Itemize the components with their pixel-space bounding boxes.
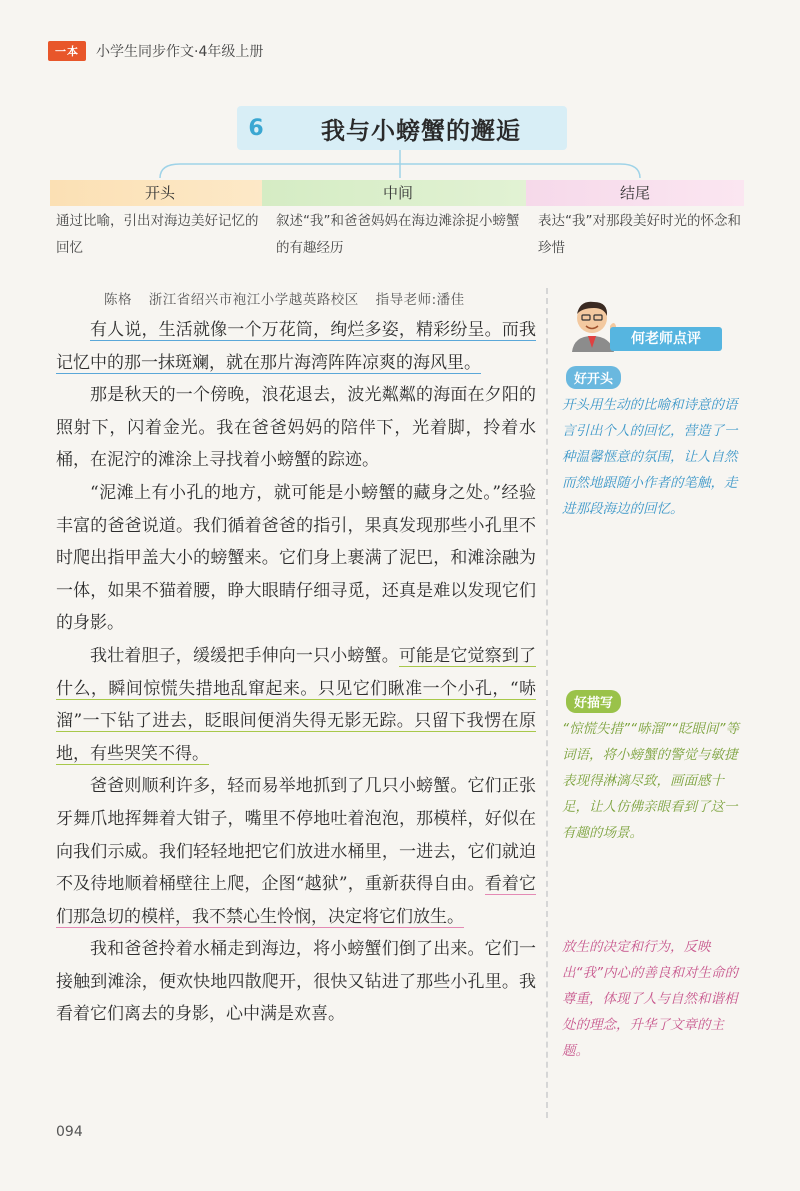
paragraph-4-text: 我壮着胆子，缓缓把手伸向一只小螃蟹。	[90, 645, 399, 666]
sidebar-title: 何老师点评	[610, 327, 722, 351]
article-number: 6	[248, 115, 264, 141]
structure-desc-middle: 叙述“我”和爸爸妈妈在海边滩涂捉小螃蟹的有趣经历	[276, 213, 520, 256]
paragraph-4	[56, 640, 536, 770]
highlight-opening: 有人说，生活就像一个万花筒，绚烂多姿，精彩纷呈。而我记忆中的那一抹斑斓，就在那片海湾阵阵凉爽的海风里。	[56, 320, 536, 373]
article-title-box	[237, 106, 567, 150]
highlight-release: 看着它们那急切的模样，我不禁心生怜悯，决定将它们放生。	[56, 874, 536, 927]
structure-tree-lines	[0, 150, 800, 184]
teacher-name: 指导老师:潘佳	[375, 292, 465, 308]
structure-label-middle: 中间	[262, 180, 534, 206]
author-name: 陈格	[104, 292, 132, 308]
school-name: 浙江省绍兴市袍江小学越英路校区	[148, 292, 359, 308]
paragraph-6: 我和爸爸拎着水桶走到海边，将小螃蟹们倒了出来。它们一接触到滩涂，便欢快地四散爬开，很快又钻进了那些小孔里。我看着它们离去的身影，心中满是欢喜。	[56, 939, 536, 1025]
comment-description: “惊慌失措”“哧溜”“眨眼间”等词语，将小螃蟹的警觉与敏捷表现得淋漓尽致，画面感十足，让人仿佛亲眼看到了这一有趣的场景。	[562, 721, 739, 841]
byline	[104, 288, 477, 308]
structure-desc-ending: 表达“我”对那段美好时光的怀念和珍惜	[538, 213, 741, 256]
paragraph-5-text: 爸爸则顺利许多，轻而易举地抓到了几只小螃蟹。它们正张牙舞爪地挥舞着大钳子，嘴里不停地吐着泡泡，那模样，好似在向我们示威。我们轻轻地把它们放进水桶里，一进去，它们就迫不及待地顺着桶壁往上爬，企图“越狱”，重新获得自由。	[56, 776, 536, 895]
paragraph-5	[56, 770, 536, 933]
paragraph-3: “泥滩上有小孔的地方，就可能是小螃蟹的藏身之处。”经验丰富的爸爸说道。我们循着爸爸的指引，果真发现那些小孔里不时爬出指甲盖大小的螃蟹来。它们身上裹满了泥巴，和滩涂融为一体，如果不猫着腰，睁大眼睛仔细寻觅，还真是难以发现它们的身影。	[56, 482, 536, 634]
structure-label-opening: 开头	[50, 180, 270, 206]
sidebar-divider	[546, 288, 548, 1118]
structure-label-ending: 结尾	[526, 180, 744, 206]
tag-good-opening: 好开头	[566, 366, 621, 389]
comment-theme: 放生的决定和行为，反映出“我”内心的善良和对生命的尊重，体现了人与自然和谐相处的理念，升华了文章的主题。	[562, 939, 738, 1059]
highlight-description: 可能是它觉察到了什么，瞬间惊慌失措地乱窜起来。只见它们瞅准一个小孔，“哧溜”一下钻了进去，眨眼间便消失得无影无踪。只留下我愣在原地，有些哭笑不得。	[56, 645, 537, 764]
paragraph-2: 那是秋天的一个傍晚，浪花退去，波光粼粼的海面在夕阳的照射下，闪着金光。我在爸爸妈妈的陪伴下，光着脚，拎着水桶，在泥泞的滩涂上寻找着小螃蟹的踪迹。	[56, 385, 536, 471]
article-body	[56, 314, 536, 1031]
comment-opening: 开头用生动的比喻和诗意的语言引出个人的回忆，营造了一种温馨惬意的氛围，让人自然而然地跟随小作者的笔触，走进那段海边的回忆。	[562, 397, 738, 517]
tag-good-description: 好描写	[566, 690, 621, 713]
structure-desc-opening: 通过比喻，引出对海边美好记忆的回忆	[56, 213, 259, 256]
running-header	[48, 40, 263, 62]
paragraph-1	[56, 314, 536, 379]
article-title: 我与小螃蟹的邂逅	[321, 115, 521, 145]
publisher-logo: 一本	[48, 41, 86, 61]
book-title: 小学生同步作文·4年级上册	[96, 44, 264, 60]
page-number: 094	[56, 1124, 83, 1140]
